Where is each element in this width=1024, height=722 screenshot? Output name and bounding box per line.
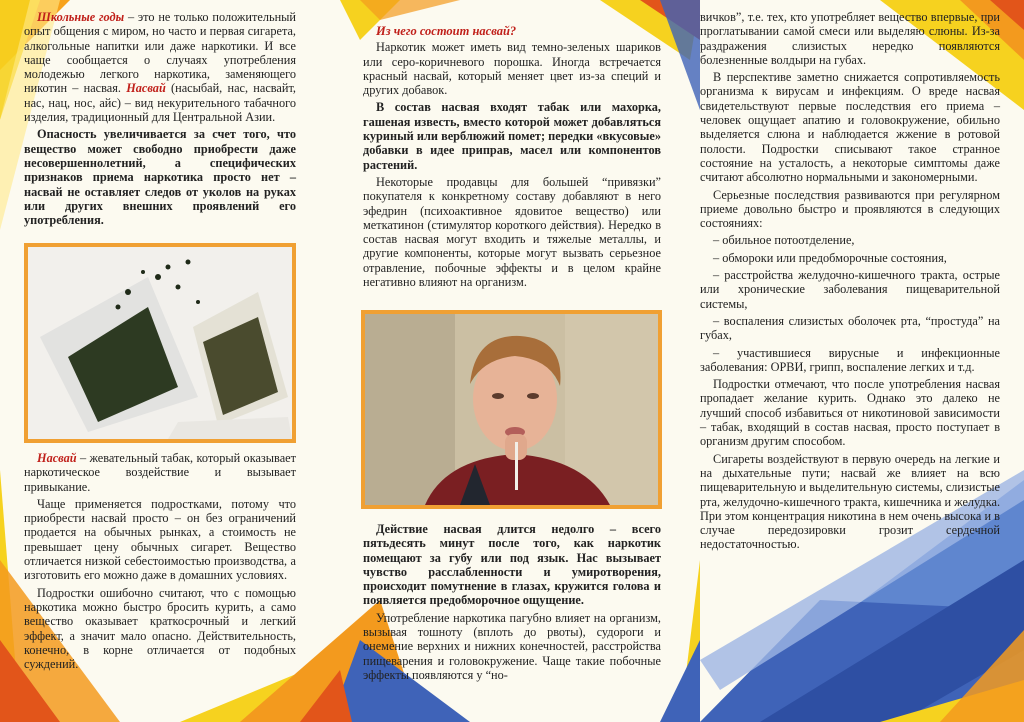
paragraph-text: – это не только положительный опыт общения с миром, но часто и первая сигарета, алкогольные напитки или даже наркотики. И все чаще сообщается о случаях употребления молодежью легкого наркотика, заменяющего никотин – насвая.	[24, 10, 296, 96]
list-item-text: – обмороки или предобморочные состояния,	[713, 250, 947, 265]
list-item	[700, 314, 1000, 343]
column-middle	[363, 24, 661, 292]
paragraph-nasvai-definition	[24, 451, 296, 494]
young-man-image	[365, 314, 658, 505]
list-item	[700, 233, 1000, 247]
paragraph-text: – жевательный табак, который оказывает наркотическое воздействие и вызывает привыкание.	[24, 451, 296, 494]
paragraph-immunity: В перспективе заметно снижается сопротивляемость организма к вирусам и инфекциям. О вреде насвая свидетельствуют первые последствия его приема – человек ощущает апатию и головокружение, обильно выделяется слюна и наблюдается жжение в ротовой полости. Подростки списывают такое странное состояние на усталость, а некоторые симптомы даже считают абсолютно нормальными и закономерными.	[700, 70, 1000, 185]
paragraph-additives: Некоторые продавцы для большей “привязки” покупателя к конкретному составу добавляют в него эфедрин (психоактивное ядовитое вещество) или меткатинон (стимулятор короткого действия). Нередко в состав насвая могут входить и тяжелые металлы, и другие компоненты, которые могут вызвать серьезное отравление, побочные эффекты и в целом крайне негативно влияют на организм.	[363, 174, 661, 290]
column-left-bottom	[24, 451, 296, 674]
nasvai-bags-image	[28, 247, 292, 439]
column-right	[700, 10, 1000, 555]
list-item	[700, 268, 1000, 311]
column-left	[24, 10, 296, 230]
paragraph-appearance: Наркотик может иметь вид темно-зеленых шариков или серо-коричневого порошка. Иногда встречается красный насвай, который меняет цвет из-за специй и других добавок.	[363, 40, 661, 98]
list-item	[700, 346, 1000, 375]
list-item	[700, 251, 1000, 265]
heading-composition: Из чего состоит насвай?	[376, 24, 517, 38]
column-middle-bottom	[363, 522, 661, 685]
paragraph-teens-usage: Чаще применяется подростками, потому что приобрести насвай просто – он без ограничений продается на обычных рынках, а стоимость не превышает цену обычных сигарет. Вещество отличается низкой себестоимостью производства, а изготовить его можно даже в домашних условиях.	[24, 496, 296, 583]
paragraph-ingredients: В состав насвая входят табак или махорка, гашеная известь, вместо которой может добавляться куриный или верблюжий помет; передки «вкусовые» добавки в идее приправ, масел или компонентов растений.	[363, 100, 661, 172]
list-item-text: – воспаления слизистых оболочек рта, “простуда” на губах,	[700, 313, 1000, 343]
paragraph-danger: Опасность увеличивается за счет того, что вещество может свободно приобрести даже несовершеннолетний, а специфических признаков приема наркотика просто нет – насвай не оставляет следов от уколов на руках или других внешних проявлений его употребления.	[24, 127, 296, 228]
paragraph-cigarettes-vs-nasvai: Сигареты воздействуют в первую очередь на легкие и на дыхательные пути; насвай же влияет на всю пищеварительную и выделительную системы, слизистые рта, желудочно-кишечного тракта, кишечника и желудка. При этом концентрация никотина в нем очень высока и в случае передозировки грозит сердечной недостаточностью.	[700, 451, 1001, 552]
term-nasvai: Насвай	[126, 81, 166, 96]
lead-school-years: Школьные годы	[37, 10, 125, 24]
paragraph-effect-duration: Действие насвая длится недолго – всего пятьдесять минут после того, как наркотик помещают за губу или под язык. Нас вызывает чувство расслабленности и умиротворения, происходит помутнение в глазах, кружится голова и появляется предобморочное ощущение.	[363, 522, 661, 608]
paragraph-newbies: вичков”, т.е. тех, кто употребляет вещество впервые, при проглатывании самой смеси или выделяю слюны. Из-за раздражения слизистых нередко появляются болезненные волдыри на губах.	[700, 10, 1000, 67]
list-item-text: – расстройства желудочно-кишечного тракта, острые или хронические заболевания пищеварительной системы,	[700, 268, 1000, 311]
paragraph-text: (насыбай, нас, насвайт, нас, нац, нос, айс) – вид некурительного табачного изделия, традиционный для Центральной Азии.	[24, 81, 296, 125]
term-nasvai-2: Насвай	[37, 451, 77, 465]
paragraph-quit-smoking: Подростки отмечают, что после употребления насвая пропадает желание курить. Однако это далеко не лучший способ избавиться от никотиновой зависимости – табак, входящий в состав насвая, просто поступает в организм другим способом.	[700, 377, 1000, 449]
photo-young-man	[361, 310, 662, 509]
list-item-text: – обильное потоотделение,	[713, 233, 855, 248]
paragraph-school-years	[24, 10, 296, 124]
paragraph-teens-mistake: Подростки ошибочно считают, что с помощью наркотика можно быстро бросить курить, а само вещество оказывает краткосрочный и легкий эффект, а значит мало опасно. Действительность, конечно, в корне отличается от подобных суждений.	[24, 585, 296, 672]
list-item-text: – участившиеся вирусные и инфекционные заболевания: ОРВИ, грипп, воспаление легких и т.д.	[700, 345, 1000, 374]
photo-nasvai-bags	[24, 243, 296, 443]
paragraph-harm: Употребление наркотика пагубно влияет на организм, вызывая тошноту (вплоть до рвоты), судороги и онемение верхних и нижних конечностей, расстройства пищеварения и головокружение. Чаще такие побочные эффекты появляются у “но-	[363, 610, 661, 682]
paragraph-consequences: Серьезные последствия развиваются при регулярном приеме довольно быстро и проявляются в следующих состояниях:	[700, 187, 1000, 231]
